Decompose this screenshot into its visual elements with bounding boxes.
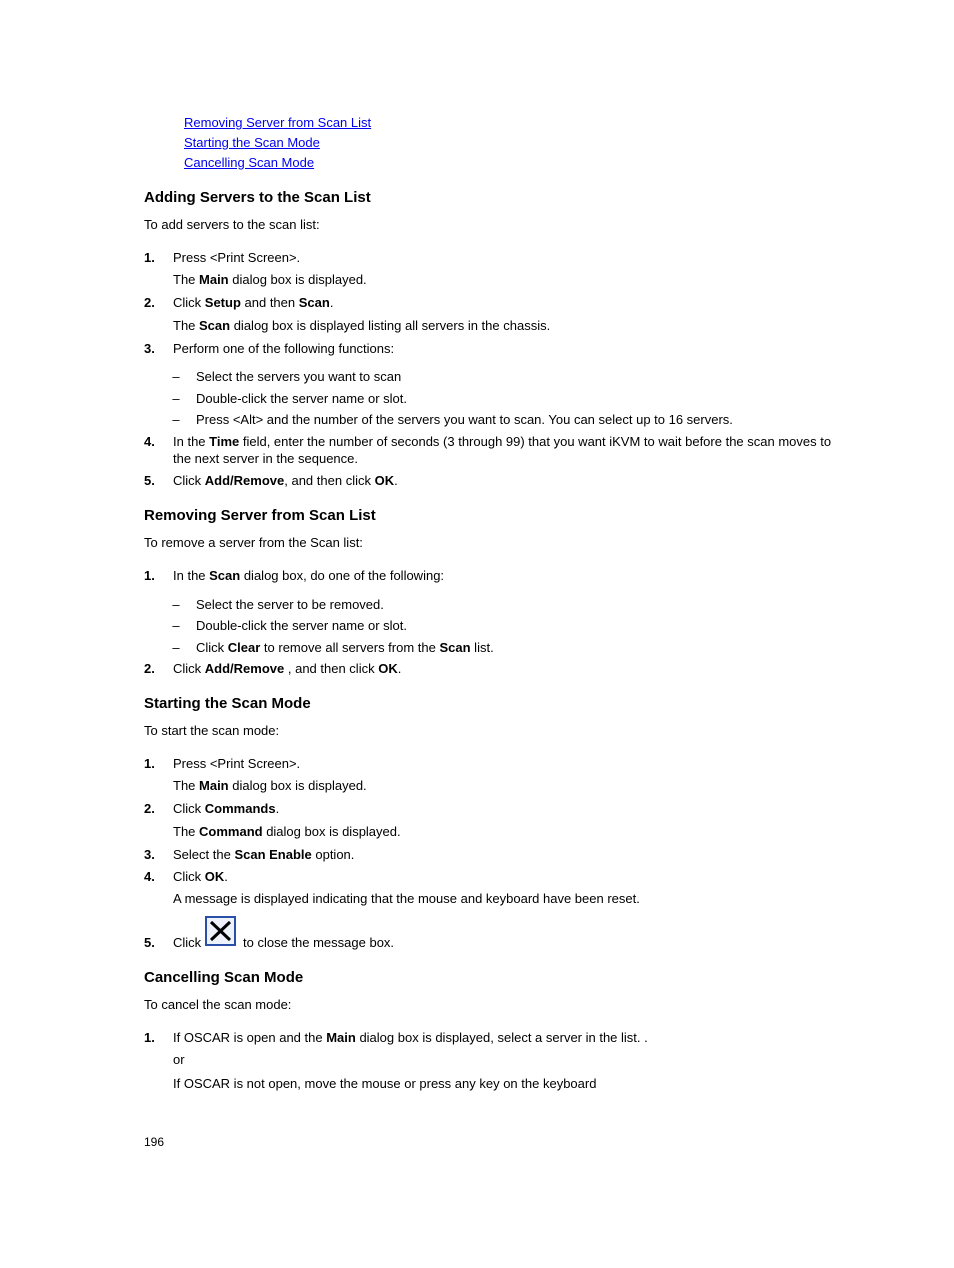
step-text: Click Add/Remove , and then click OK. xyxy=(173,661,402,676)
section-heading-starting: Starting the Scan Mode xyxy=(144,695,311,712)
step-text: Click OK. xyxy=(173,869,228,884)
section-intro-removing: To remove a server from the Scan list: xyxy=(144,535,363,550)
step-number: 4. xyxy=(144,869,155,884)
step-number: 3. xyxy=(144,847,155,862)
close-icon xyxy=(205,916,236,946)
step-text: Click Setup and then Scan. xyxy=(173,295,334,310)
step-number: 1. xyxy=(144,756,155,771)
step-text: If OSCAR is open and the Main dialog box is displayed, select a server in the list. . xyxy=(173,1030,648,1045)
bullet-dash: – xyxy=(172,369,180,384)
step-subtext: If OSCAR is not open, move the mouse or press any key on the keyboard xyxy=(173,1076,597,1091)
step-number: 3. xyxy=(144,341,155,356)
toc-link-starting[interactable]: Starting the Scan Mode xyxy=(184,135,320,150)
bullet-dash: – xyxy=(172,640,180,655)
step-subtext: The Main dialog box is displayed. xyxy=(173,778,367,793)
step-text: Click Commands. xyxy=(173,801,280,816)
bullet-text: Double-click the server name or slot. xyxy=(196,618,407,633)
bullet-text: Click Clear to remove all servers from the Scan list. xyxy=(196,640,494,655)
step-number: 5. xyxy=(144,935,155,950)
step-subtext: The Scan dialog box is displayed listing all servers in the chassis. xyxy=(173,318,551,333)
section-intro-starting: To start the scan mode: xyxy=(144,723,280,738)
section-heading-removing: Removing Server from Scan List xyxy=(144,507,376,524)
step-or: or xyxy=(173,1052,185,1067)
step-text: Select the Scan Enable option. xyxy=(173,847,355,862)
step-number: 1. xyxy=(144,250,155,265)
section-heading-cancelling: Cancelling Scan Mode xyxy=(144,969,304,986)
step-text: Press <Print Screen>. xyxy=(173,756,301,771)
step-number: 1. xyxy=(144,1030,155,1045)
step-subtext: The Command dialog box is displayed. xyxy=(173,824,401,839)
step-text-continued: the next server in the sequence. xyxy=(173,451,359,466)
section-intro-adding: To add servers to the scan list: xyxy=(144,217,320,232)
bullet-text: Double-click the server name or slot. xyxy=(196,391,407,406)
toc-link-cancelling[interactable]: Cancelling Scan Mode xyxy=(184,155,315,170)
section-heading-adding: Adding Servers to the Scan List xyxy=(144,189,371,206)
step-subtext: The Main dialog box is displayed. xyxy=(173,272,367,287)
step-number: 2. xyxy=(144,801,155,816)
step-text: Press <Print Screen>. xyxy=(173,250,301,265)
page-number: 196 xyxy=(144,1135,165,1149)
bullet-dash: – xyxy=(172,412,180,427)
step-number: 5. xyxy=(144,473,155,488)
step-subtext: A message is displayed indicating that the mouse and keyboard have been reset. xyxy=(173,891,640,906)
step-text: Click xyxy=(173,935,202,950)
step-number: 1. xyxy=(144,568,155,583)
toc-link-removing[interactable]: Removing Server from Scan List xyxy=(184,115,372,130)
step-number: 2. xyxy=(144,661,155,676)
bullet-text: Select the servers you want to scan xyxy=(196,369,402,384)
bullet-text: Press <Alt> and the number of the servers you want to scan. You can select up to 16 servers. xyxy=(196,412,733,427)
section-intro-cancelling: To cancel the scan mode: xyxy=(144,997,292,1012)
step-text: In the Time field, enter the number of seconds (3 through 99) that you want iKVM to wait before the scan moves to xyxy=(173,434,832,449)
bullet-dash: – xyxy=(172,618,180,633)
bullet-text: Select the server to be removed. xyxy=(196,597,384,612)
step-text-continued: to close the message box. xyxy=(243,935,395,950)
step-number: 2. xyxy=(144,295,155,310)
step-text: In the Scan dialog box, do one of the following: xyxy=(173,568,445,583)
bullet-dash: – xyxy=(172,391,180,406)
bullet-dash: – xyxy=(172,597,180,612)
step-text: Click Add/Remove, and then click OK. xyxy=(173,473,398,488)
step-text: Perform one of the following functions: xyxy=(173,341,395,356)
step-number: 4. xyxy=(144,434,155,449)
